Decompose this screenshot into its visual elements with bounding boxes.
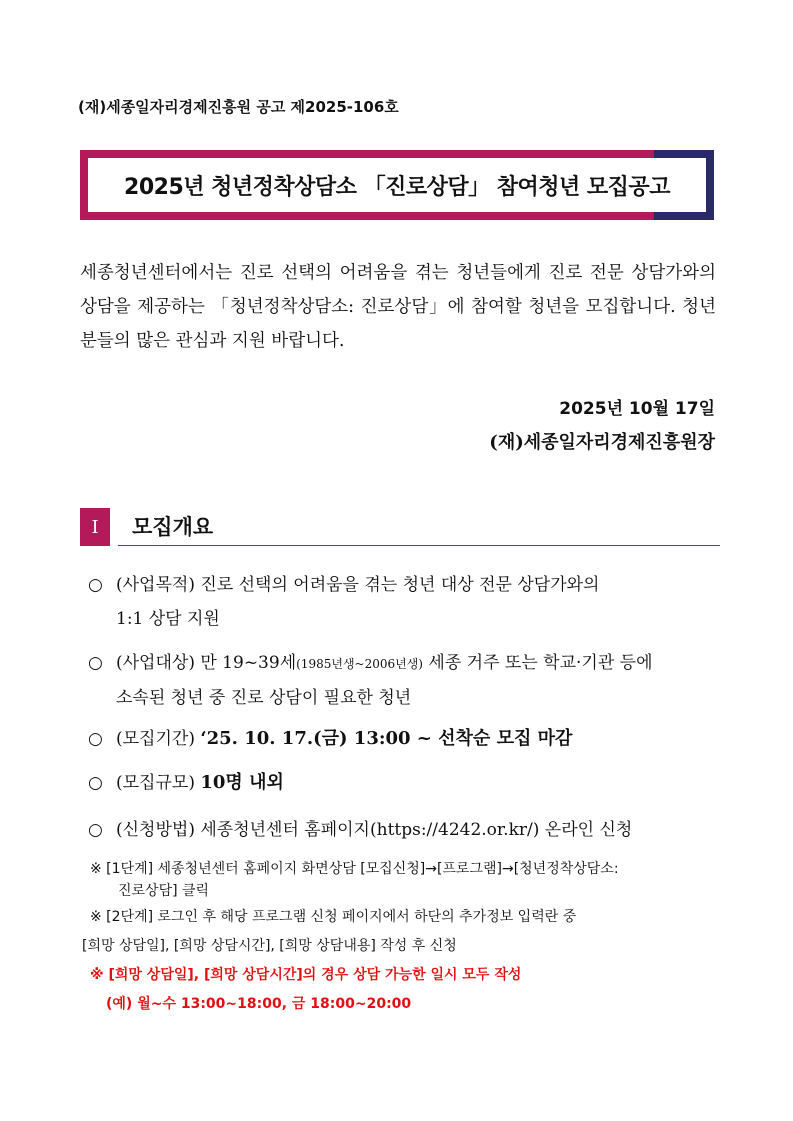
page-title: 2025년 청년정착상담소 「진로상담」 참여청년 모집공고	[88, 158, 706, 212]
note-step2-line1: ※ [2단계] 로그인 후 해당 프로그램 신청 페이지에서 하단의 추가정보 입력란 중	[90, 909, 577, 925]
list-item-period	[88, 722, 720, 756]
section-number: Ⅰ	[80, 508, 110, 546]
title-banner	[80, 150, 714, 220]
bullet-circle-icon: ○	[88, 820, 103, 840]
bullet-circle-icon: ○	[88, 653, 103, 673]
purpose-text-continued: 1:1 상담 지원	[116, 609, 220, 629]
scale-label: (모집규모)	[116, 773, 195, 793]
purpose-label: (사업목적)	[116, 575, 195, 595]
section-underline	[118, 545, 720, 546]
notice-date: 2025년 10월 17일	[559, 399, 715, 419]
section-title: 모집개요	[132, 515, 214, 539]
target-birth-years: (1985년생~2006년생)	[296, 657, 423, 671]
intro-paragraph: 세종청년센터에서는 진로 선택의 어려움을 겪는 청년들에게 진로 전문 상담가와의 상담을 제공하는 「청년정착상담소: 진로상담」에 참여할 청년을 모집합니다. 청년분들의 많은 관심과 지원 바랍니다.	[80, 263, 716, 351]
bullet-circle-icon: ○	[88, 575, 103, 595]
note-step1-line2: 진로상담] 클릭	[118, 883, 210, 899]
list-item-purpose	[88, 568, 720, 636]
issuing-organization: (재)세종일자리경제진흥원장	[489, 432, 715, 453]
list-item-scale	[88, 766, 720, 800]
note-step1	[90, 858, 730, 902]
target-label: (사업대상)	[116, 653, 195, 673]
note-step2-line2: [희망 상담일], [희망 상담시간], [희망 상담내용] 작성 후 신청	[82, 938, 457, 954]
method-text: 세종청년센터 홈페이지(https://4242.or.kr/) 온라인 신청	[200, 820, 633, 840]
period-text: ‘25. 10. 17.(금) 13:00 ~ 선착순 모집 마감	[200, 728, 573, 749]
method-label: (신청방법)	[116, 820, 195, 840]
warning-note: ※ [희망 상담일], [희망 상담시간]의 경우 상담 가능한 일시 모두 작성	[90, 967, 522, 983]
target-age: 만 19~39세	[200, 653, 297, 673]
warning-example: (예) 월~수 13:00~18:00, 금 18:00~20:00	[106, 996, 412, 1012]
period-label: (모집기간)	[116, 729, 195, 749]
bullet-circle-icon: ○	[88, 773, 103, 793]
note-step1-line1: ※ [1단계] 세종청년센터 홈페이지 화면상담 [모집신청]→[프로그램]→[청년정착상담소:	[90, 861, 619, 877]
target-residence: 세종 거주 또는 학교·기관 등에	[428, 653, 653, 673]
list-item-method	[88, 813, 720, 847]
scale-text: 10명 내외	[200, 772, 284, 793]
notice-number: (재)세종일자리경제진흥원 공고 제2025-106호	[78, 98, 399, 116]
target-text-continued: 소속된 청년 중 진로 상담이 필요한 청년	[116, 688, 412, 708]
purpose-text: 진로 선택의 어려움을 겪는 청년 대상 전문 상담가와의	[200, 575, 600, 595]
bullet-circle-icon: ○	[88, 729, 103, 749]
list-item-target	[88, 646, 720, 715]
